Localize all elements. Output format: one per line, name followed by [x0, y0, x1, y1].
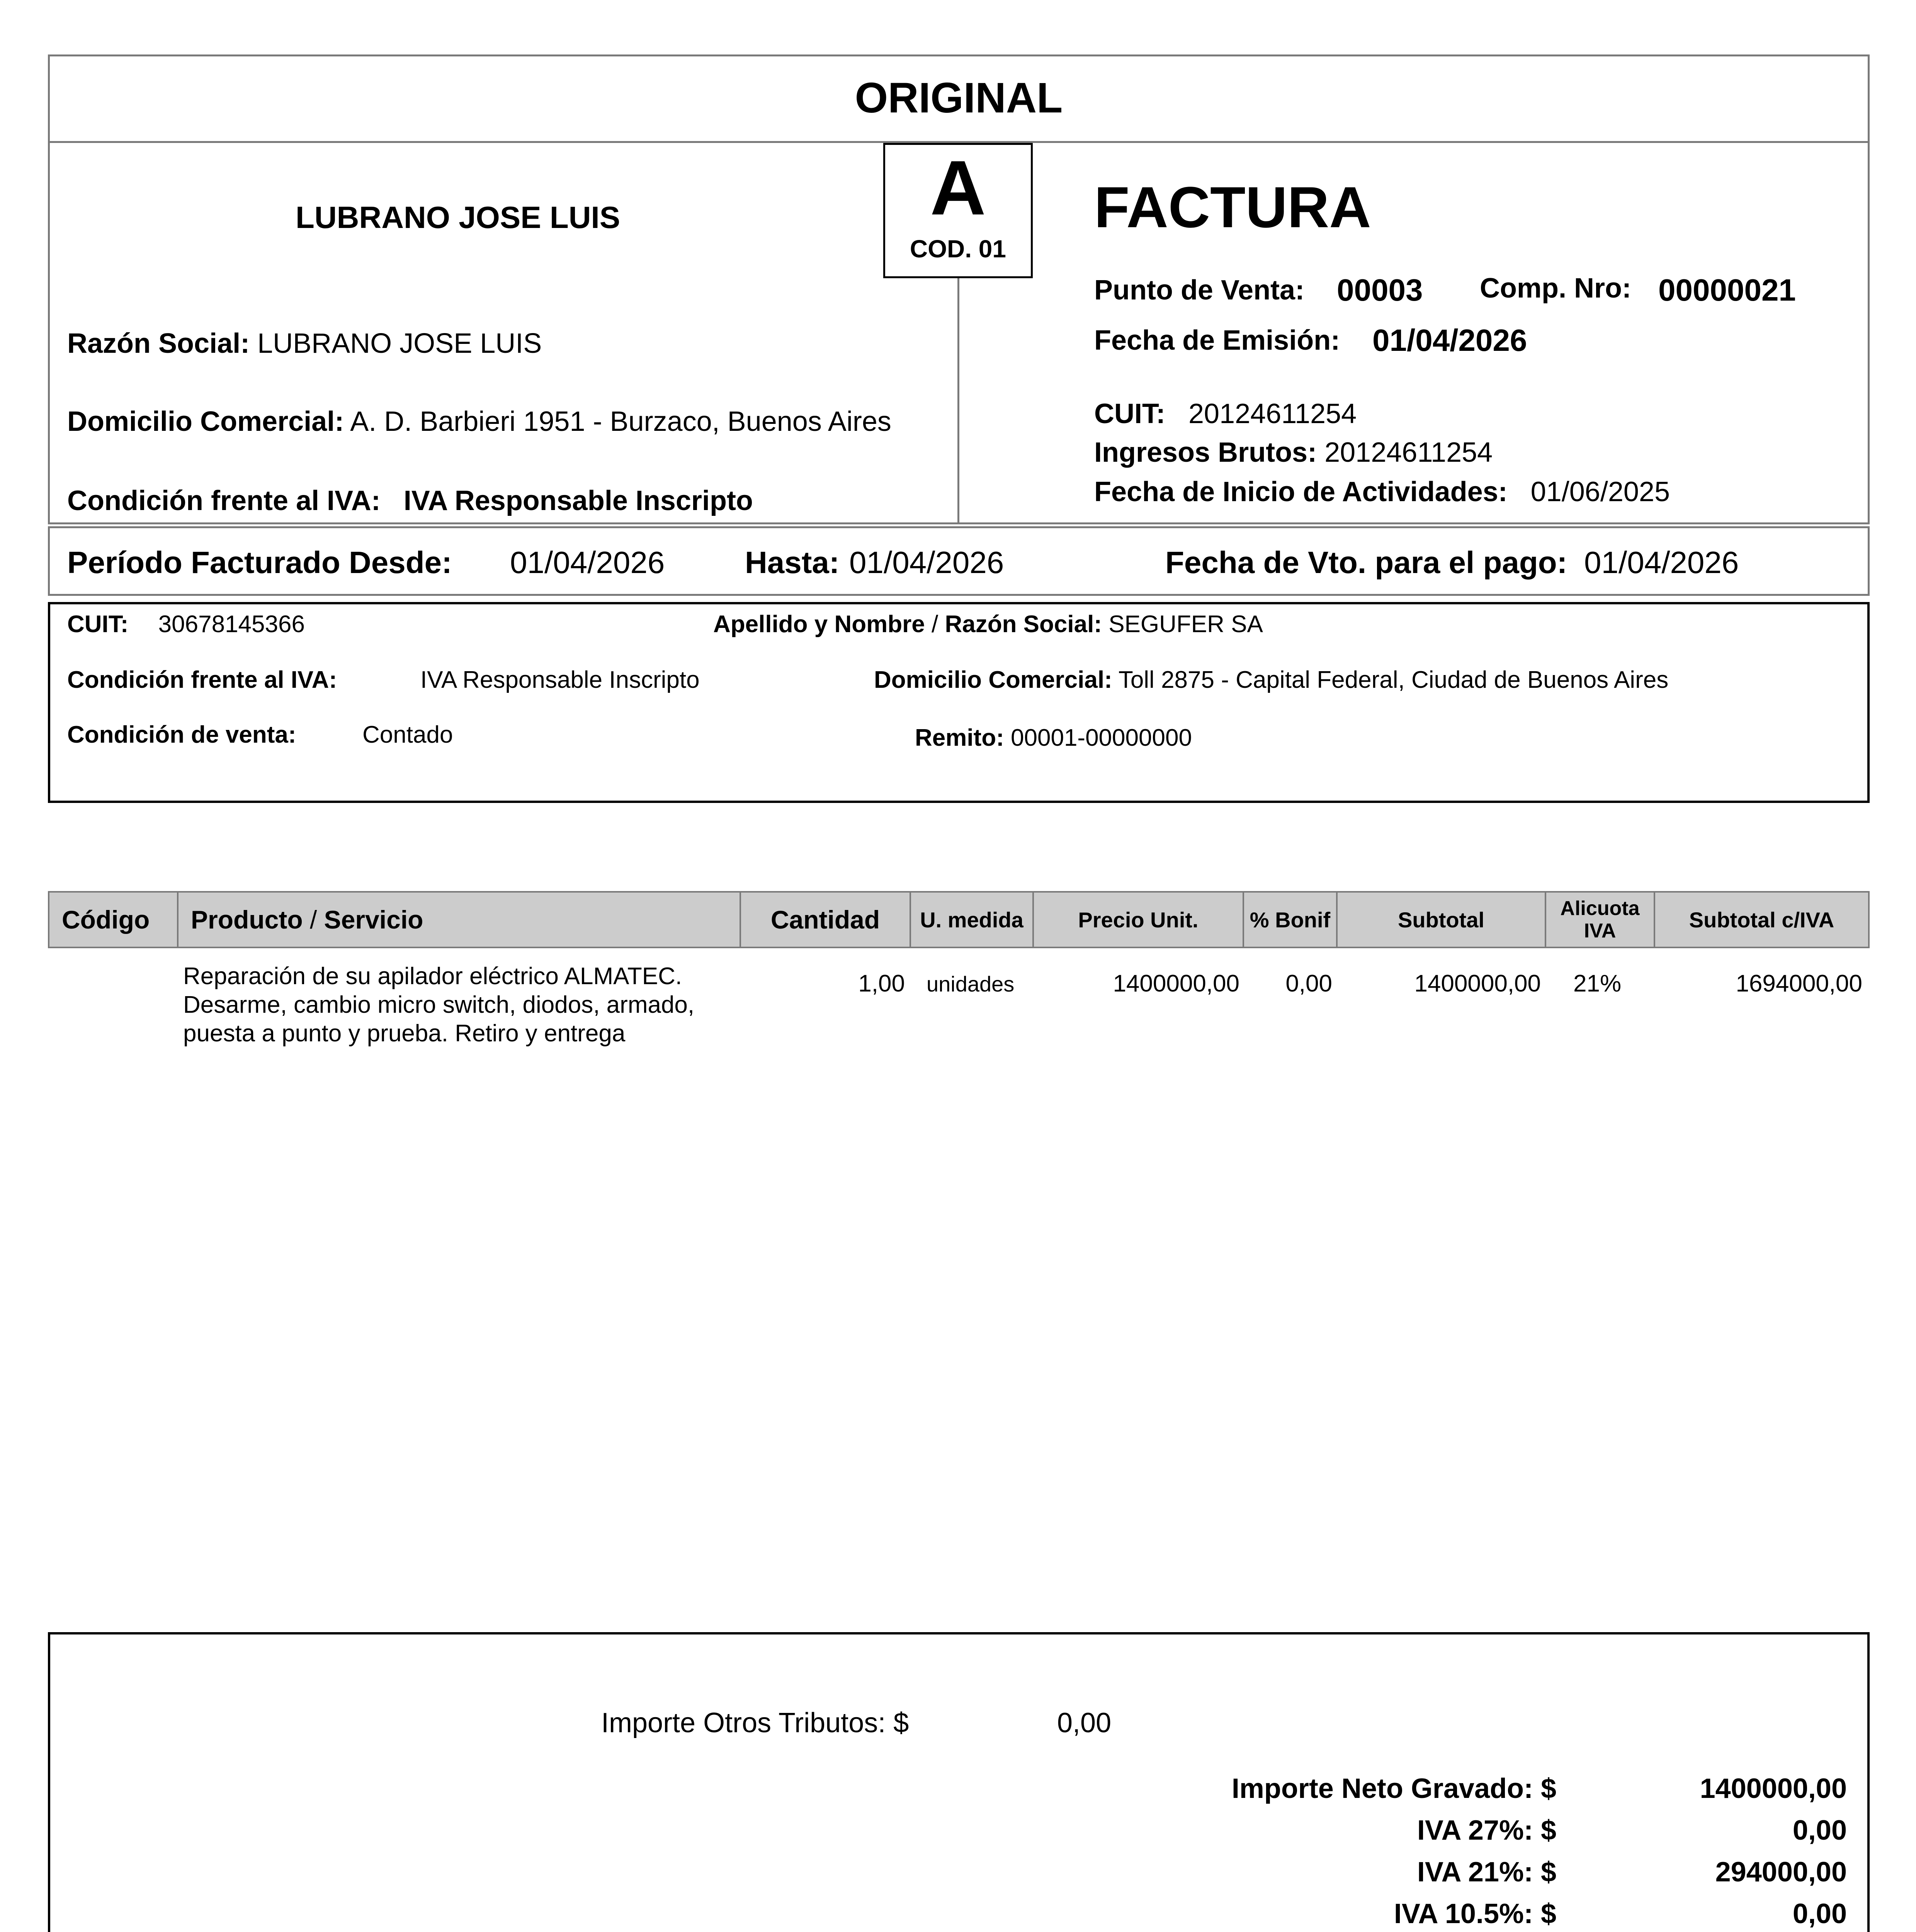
- item-descripcion-line: Desarme, cambio micro switch, diodos, armado,: [183, 992, 695, 1018]
- period-hasta-label: Hasta:: [745, 545, 840, 580]
- cuit-value: 20124611254: [1188, 398, 1357, 429]
- item-cantidad: 1,00: [858, 970, 905, 997]
- customer-remito-value: 00001-00000000: [1011, 724, 1192, 751]
- col-subtotal-iva: Subtotal c/IVA: [1689, 907, 1834, 932]
- item-descripcion-line: Reparación de su apilador eléctrico ALMATEC.: [183, 963, 682, 990]
- period-vto-value: 01/04/2026: [1584, 545, 1739, 580]
- invoice-type-box: [883, 143, 1033, 278]
- domicilio-label: Domicilio Comercial:: [67, 406, 344, 437]
- item-descripcion-line: puesta a punto y prueba. Retiro y entrega: [183, 1020, 626, 1047]
- customer-nombre-value: SEGUFER SA: [1108, 611, 1263, 638]
- fecha-emision-value: 01/04/2026: [1372, 323, 1527, 357]
- item-precio: 1400000,00: [1113, 970, 1239, 997]
- customer-iva-label: Condición frente al IVA:: [67, 667, 337, 693]
- inicio-actividades-label: Fecha de Inicio de Actividades:: [1094, 476, 1508, 507]
- customer-venta-value: Contado: [362, 721, 453, 748]
- period-hasta-value: 01/04/2026: [849, 545, 1004, 580]
- customer-nombre: [713, 611, 1263, 638]
- col-precio: Precio Unit.: [1034, 893, 1244, 947]
- customer-nombre-label-b: Razón Social:: [945, 611, 1102, 638]
- fecha-emision-label: Fecha de Emisión:: [1094, 325, 1340, 356]
- customer-remito: [915, 724, 1192, 752]
- customer-cuit-value: 30678145366: [158, 611, 305, 638]
- razon-social-value: LUBRANO JOSE LUIS: [257, 328, 542, 359]
- issuer-domicilio: [67, 406, 891, 437]
- customer-cuit: [67, 611, 305, 638]
- otros-tributos-top-value: 0,00: [1057, 1708, 1112, 1738]
- item-alicuota: 21%: [1573, 970, 1622, 997]
- totals-line-label: IVA 10.5%: $: [1394, 1898, 1556, 1929]
- customer-nombre-label-a: Apellido y Nombre: [713, 611, 925, 638]
- col-umedida: U. medida: [911, 893, 1034, 947]
- totals-line: [927, 1898, 1847, 1932]
- customer-domicilio: [874, 666, 1668, 694]
- otros-tributos-top-label: Importe Otros Tributos: $: [601, 1708, 909, 1738]
- issuer-iva: [67, 485, 753, 517]
- ingresos-brutos-label: Ingresos Brutos:: [1094, 437, 1317, 468]
- iva-label: Condición frente al IVA:: [67, 485, 381, 516]
- col-cantidad: Cantidad: [741, 893, 911, 947]
- invoice-code: COD. 01: [910, 235, 1006, 263]
- col-producto-b: Servicio: [324, 905, 423, 934]
- customer-nombre-label-sep: /: [925, 611, 945, 638]
- header-divider: [957, 278, 959, 524]
- customer-domicilio-value: Toll 2875 - Capital Federal, Ciudad de Buenos Aires: [1118, 667, 1669, 693]
- period-vto-label: Fecha de Vto. para el pago:: [1165, 545, 1567, 580]
- totals-line: [927, 1815, 1847, 1856]
- comp-nro-value: 00000021: [1658, 273, 1796, 307]
- inicio-actividades-value: 01/06/2025: [1530, 476, 1670, 507]
- totals-line-label: IVA 27%: $: [1417, 1815, 1556, 1846]
- totals-line: [927, 1856, 1847, 1898]
- totals-line: [927, 1773, 1847, 1815]
- col-producto-sep: /: [303, 905, 324, 934]
- totals-line-label: IVA 21%: $: [1417, 1857, 1556, 1888]
- col-subtotal: Subtotal: [1338, 893, 1546, 947]
- totals-line-label: Importe Neto Gravado: $: [1231, 1773, 1556, 1804]
- invoice-letter: A: [930, 145, 986, 231]
- iva-value: IVA Responsable Inscripto: [403, 485, 753, 516]
- customer-domicilio-label: Domicilio Comercial:: [874, 667, 1112, 693]
- period-desde-value: 01/04/2026: [510, 545, 665, 580]
- comp-nro-label: Comp. Nro:: [1480, 273, 1631, 304]
- cuit-label: CUIT:: [1094, 398, 1165, 429]
- razon-social-label: Razón Social:: [67, 328, 250, 359]
- customer-cuit-label: CUIT:: [67, 611, 129, 638]
- totals-line-value: 0,00: [1792, 1815, 1847, 1846]
- copy-label: ORIGINAL: [855, 74, 1063, 122]
- col-alicuota-2: IVA: [1584, 920, 1616, 942]
- item-bonif: 0,00: [1285, 970, 1332, 997]
- totals-line-value: 1400000,00: [1700, 1773, 1847, 1804]
- items-table-header: [48, 891, 1870, 948]
- totals-line-value: 294000,00: [1715, 1857, 1847, 1888]
- domicilio-value: A. D. Barbieri 1951 - Burzaco, Buenos Aires: [350, 406, 891, 437]
- punto-venta-label: Punto de Venta:: [1094, 275, 1305, 306]
- issuer-name: LUBRANO JOSE LUIS: [296, 200, 621, 235]
- item-subtotal-iva: 1694000,00: [1736, 970, 1862, 997]
- item-descripcion: [183, 962, 694, 1048]
- invoice-title: FACTURA: [1094, 175, 1371, 240]
- issuer-cuit: [1094, 398, 1357, 430]
- totals-lines: [927, 1773, 1847, 1932]
- item-umedida: unidades: [927, 972, 1015, 996]
- col-bonif: % Bonif: [1244, 893, 1338, 947]
- issuer-ingresos-brutos: [1094, 437, 1493, 468]
- col-producto-a: Producto: [191, 905, 303, 934]
- col-codigo: Código: [49, 893, 179, 947]
- customer-venta-label: Condición de venta:: [67, 721, 296, 748]
- col-alicuota: [1546, 893, 1655, 947]
- customer-iva-value: IVA Responsable Inscripto: [420, 667, 700, 693]
- col-alicuota-1: Alicuota: [1560, 897, 1640, 920]
- totals-line-value: 0,00: [1792, 1898, 1847, 1929]
- issuer-inicio-actividades: [1094, 476, 1670, 508]
- issuer-razon-social: [67, 328, 542, 359]
- punto-venta-value: 00003: [1337, 273, 1423, 307]
- ingresos-brutos-value: 20124611254: [1324, 437, 1493, 468]
- col-producto: [179, 893, 741, 947]
- item-subtotal: 1400000,00: [1414, 970, 1541, 997]
- period-desde-label: Período Facturado Desde:: [67, 545, 452, 580]
- customer-remito-label: Remito:: [915, 724, 1004, 751]
